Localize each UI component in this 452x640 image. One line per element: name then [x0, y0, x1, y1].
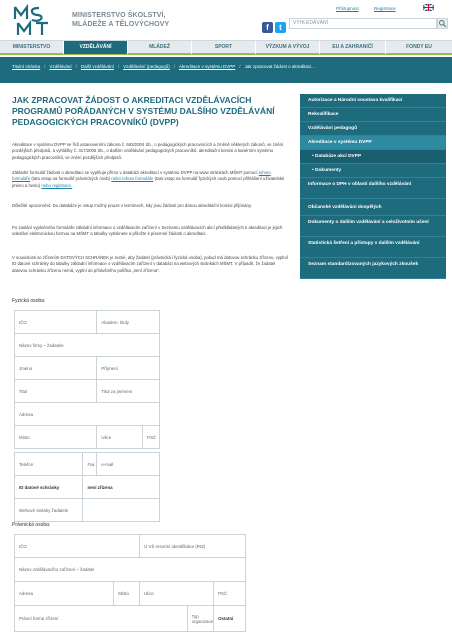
- cell-po-izo: U VŠ resortní identifikátor (RIZ): [140, 535, 246, 558]
- cell-fax: Fax: [83, 453, 97, 476]
- sidebar-item-databaze[interactable]: • Databáze akcí DVPP: [300, 150, 446, 164]
- cell-po-city: Místo: [114, 582, 140, 606]
- label-fyzicka-osoba: Fyzická osoba:: [12, 298, 46, 304]
- breadcrumb-item[interactable]: Další vzdělávání: [80, 64, 114, 69]
- header: [0, 0, 452, 40]
- paragraph-form-info: [12, 170, 290, 189]
- sidebar-item-dph[interactable]: Informace o DPH v oblasti dalšího vzdělávání: [300, 178, 446, 199]
- sidebar-item-vzdelavani-pedagogu[interactable]: Vzdělávání pedagogů: [300, 122, 446, 136]
- cell-ico: IČO: [15, 311, 97, 334]
- registry-link[interactable]: Registrace: [374, 6, 396, 11]
- msmt-logo-icon[interactable]: [12, 3, 56, 37]
- sidebar-item-autorizace[interactable]: Autorizace a Národní soustava kvalifikací: [300, 94, 446, 108]
- cell-psc: PSČ: [143, 426, 160, 449]
- social-links: [262, 17, 288, 35]
- search-input[interactable]: VYHLEDÁVÁNÍ: [289, 18, 437, 29]
- sidebar-item-label: Databáze akcí DVPP: [315, 154, 362, 159]
- cell-title-after: Titul za jménem: [97, 380, 160, 403]
- table-pravnicka-osoba: [14, 534, 246, 632]
- cell-phone: Telefon: [15, 453, 83, 476]
- cell-po-ico: IČO: [15, 535, 140, 558]
- sidebar-item-jazykove-zkousky[interactable]: Seznam standardizovaných jazykových zkoušek: [300, 258, 446, 279]
- paragraph-submission: Po zaslání vyplněného formuláře základní informace o vzdělávacím zařízení v Seznamu vzdělávacích akcí předkládaných k akreditaci je jejich odeslání elektronickou formou na MŠMT a tabulky vytisknete a přiložte k písemné žádosti o akreditaci.: [12, 225, 283, 237]
- paragraph-form-text: Základní formulář žádosti o akreditaci se vyplňuje přímo v databázi akreditací v systému DVPP na www stránkách MŠMT pomocí: [12, 170, 258, 175]
- breadcrumb-item[interactable]: Vzdělávání (pedagogů): [123, 64, 170, 69]
- facebook-icon[interactable]: f: [262, 22, 273, 33]
- cell-po-legal-form: Právní forma zřízení: [15, 606, 188, 632]
- org-name: [72, 11, 169, 29]
- sidebar-item-akreditace[interactable]: Akreditace v systému DVPP: [300, 136, 446, 150]
- cell-web-value: [83, 499, 160, 522]
- nav-mladez[interactable]: MLÁDEŽ: [127, 41, 191, 54]
- cell-po-name: Název vzdělávacího zařízení – žadatel: [15, 558, 246, 582]
- cell-web: Webové stránky žadatele: [15, 499, 83, 522]
- breadcrumb: Titulní stránka / Vzdělávání / Další vzdělávání / Vzdělávání (pedagogů) / Akreditace v systému DVPP / Jak zpracovat žádost o akreditaci...: [0, 57, 452, 83]
- cell-name: Název firmy – žadatele: [15, 334, 160, 357]
- nav-vzdelavani[interactable]: VZDĚLÁVÁNÍ: [63, 41, 127, 54]
- cell-po-street: Ulice: [140, 582, 214, 606]
- accessibility-link[interactable]: Přístupnost: [336, 6, 359, 11]
- cell-po-other: Ostatní: [214, 606, 246, 632]
- paragraph-warning: Důležité upozornění: Do databáze je vstup možný pouze v termínech, kdy jsou žádosti pro danou akreditační komisi přijímány.: [12, 203, 252, 208]
- sidebar-item-obcanske[interactable]: Občanské vzdělávání dospělých: [300, 199, 446, 216]
- paragraph-data-box: V souvislosti se zřízením DATOVÝCH SCHRÁNEK je nutné, aby žadatel (právnická i fyzická osoba), pokud má datovou schránku zřízenu, vyplnil ID datové schránky do tabulky základní informace o vzdělávacím zařízení v databázi na webových stránkách MŠMT. V případě, že žadatel datovou schránku zřízenu nemá, vyplní do příslušného políčka „není zřízena“.: [12, 255, 288, 273]
- org-line-2: MLÁDEŽE A TĚLOVÝCHOVY: [72, 21, 170, 28]
- cell-ds-value: není zřízena: [83, 476, 160, 499]
- sidebar-item-label: Dokumenty: [315, 168, 342, 173]
- label-pravnicka-osoba: Právnická osoba:: [12, 522, 51, 528]
- paragraph-form-text: (tato vstup na formulář fyzických osob pomocí přihlášení uživatelské jméno a heslo): [12, 176, 285, 188]
- page-title: JAK ZPRACOVAT ŽÁDOST O AKREDITACI VZDĚLÁVACÍCH PROGRAMŮ POŘÁDANÝCH V SYSTÉMU DALŠÍHO VZDĚLÁVÁNÍ PEDAGOGICKÝCH PRACOVNÍKŮ (DVPP): [12, 95, 275, 127]
- search-icon[interactable]: [437, 18, 448, 29]
- form-link-po[interactable]: tohoto formuláře: [12, 170, 271, 182]
- cell-firstname: Jméno: [15, 357, 97, 380]
- nav-vyzkum[interactable]: VÝZKUM A VÝVOJ: [255, 41, 319, 54]
- sidebar-item-dokumenty[interactable]: • Dokumenty: [300, 164, 446, 178]
- cell-title-before: Titul: [15, 380, 97, 403]
- cell-street: Ulice: [97, 426, 143, 449]
- paragraph-form-text: (tato vstup na formulář právnických osob): [31, 176, 111, 182]
- main-nav: [0, 40, 452, 55]
- cell-po-psc: PSČ: [214, 582, 246, 606]
- breadcrumb-item[interactable]: Vzdělávání: [49, 64, 72, 69]
- nav-ministerstvo[interactable]: MINISTERSTVO: [12, 44, 51, 50]
- sidebar-item-dokumenty-celozivotni[interactable]: Dokumenty o dalším vzdělávání a celoživotním učení: [300, 216, 446, 237]
- org-line-1: MINISTERSTVO ŠKOLSTVÍ,: [72, 12, 166, 19]
- breadcrumb-item[interactable]: Akreditace v systému DVPP: [179, 64, 236, 69]
- form-link-fo[interactable]: nebo tohoto formuláře: [111, 176, 154, 182]
- cell-po-org-type: Typ organizace: [187, 606, 213, 632]
- sidebar-item-statisticka[interactable]: Statistická šetření a přístupy v dalším vzdělávání: [300, 237, 446, 258]
- breadcrumb-current: Jak zpracovat žádost o akreditaci...: [244, 64, 315, 69]
- cell-ds-id: ID datové schránky: [15, 476, 83, 499]
- nav-fondy-eu[interactable]: FONDY EU: [385, 41, 452, 54]
- breadcrumb-item[interactable]: Titulní stránka: [12, 64, 41, 69]
- sidebar-item-rekvalifikace[interactable]: Rekvalifikace: [300, 108, 446, 122]
- cell-surname: Příjmení: [97, 357, 160, 380]
- table-fyzicka-osoba: [14, 310, 160, 522]
- cell-address: Adresa: [15, 403, 160, 426]
- registration-link[interactable]: nebo registrace.: [41, 182, 73, 188]
- paragraph-legal: Akreditace v systému DVPP se řídí ustanoveními zákona č. 563/2004 Sb., o pedagogických pracovnících a změně některých zákonů, ve znění pozdějších předpisů, a vyhlášky č. 317/2005 Sb., o dalším vzdělávání pedagogických pracovníků, akreditační komisi a kariérním systému pedagogických pracovníků, ve znění pozdějších předpisů.: [12, 142, 284, 160]
- top-links: [336, 6, 410, 11]
- nav-sport[interactable]: SPORT: [191, 41, 255, 54]
- cell-academic: Akadem. tituly: [97, 311, 160, 334]
- english-flag-icon[interactable]: [423, 4, 434, 11]
- nav-eu[interactable]: EU A ZAHRANIČÍ: [319, 41, 385, 54]
- cell-city: Místo: [15, 426, 97, 449]
- twitter-icon[interactable]: t: [275, 22, 286, 33]
- cell-email: e-mail: [97, 453, 160, 476]
- cell-po-address: Adresa: [15, 582, 114, 606]
